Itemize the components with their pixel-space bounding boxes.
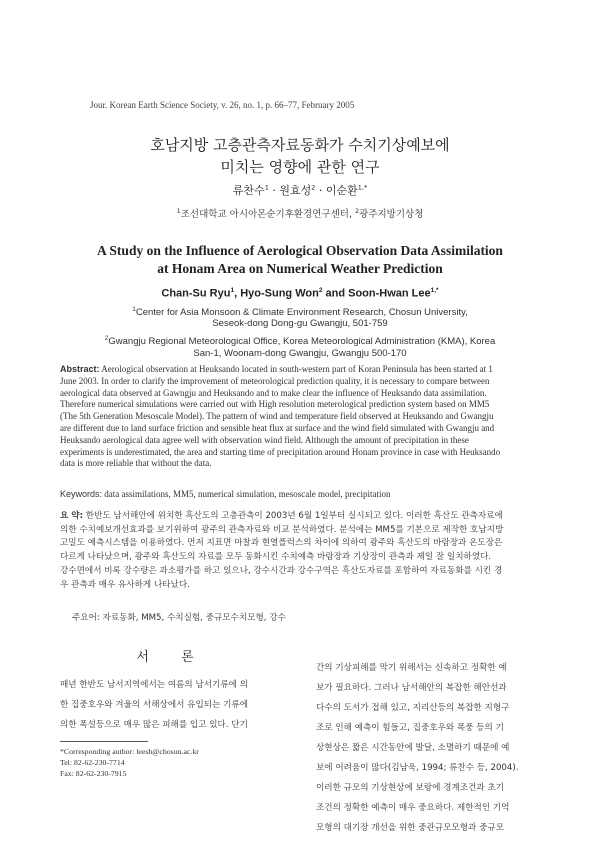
english-affil-1-sup: 1 xyxy=(132,306,136,313)
keywords-text: data assimilations, MM5, numerical simulation, mesoscale model, precipitation xyxy=(102,489,391,499)
body-line: 간의 기상피해를 막기 위해서는 신속하고 정확한 예 xyxy=(316,663,507,673)
ko-abstract-line: 강수면에서 비록 강수량은 과소평가를 하고 있으나, 강수시간과 강수구역은 흑산도자료를 포함하여 자료동화를 시킨 경 xyxy=(60,565,503,576)
english-author-3: Soon-Hwan Lee xyxy=(348,287,431,300)
english-author-2-sup: 2 xyxy=(318,287,323,294)
ko-abstract-line: 의한 수치예보개선효과를 보기위하여 광주의 관측자료와 비교 분석하였다. 분석에는 MM5를 기본으로 제작한 호남지방 xyxy=(60,524,504,535)
ko-abstract-text: 한반도 남서해안에 위치한 흑산도의 고층관측이 2003년 6월 1일부터 실시되고 있다. 이러한 흑산도 관측자료에 xyxy=(83,511,503,521)
english-affil-line-4 xyxy=(0,347,600,361)
body-line: 매년 한반도 남서지역에서는 여름의 남서기류에 의 xyxy=(60,680,248,690)
body-line: 조로 인해 예측이 힘들고, 집중호우와 폭풍 등의 기 xyxy=(316,723,504,733)
abstract-line: June 2003. In order to clarify the improvement of meteorological prediction quality, it is necessary to compare between xyxy=(60,375,490,386)
journal-citation: Jour. Korean Earth Science Society, v. 26, no. 1, p. 66–77, February 2005 xyxy=(90,100,355,110)
body-line: 모형의 대기장 개선을 위한 중관규모모형과 중규모 xyxy=(316,823,504,833)
english-keywords xyxy=(60,489,546,499)
body-line: 보에 어려움이 많다(김남욱, 1994; 류찬수 등, 2004). xyxy=(316,763,519,773)
abstract-line: data is more reliable that without the data. xyxy=(60,458,212,469)
korean-author-3: 이순환 xyxy=(325,184,358,197)
corresponding-author: *Corresponding author: leesh@chosun.ac.kr xyxy=(60,747,199,756)
author-comma: , xyxy=(234,287,241,300)
abstract-line: Heuksando aerological data agree well with observation wind field. Although the amount of precipitation in these xyxy=(60,434,469,445)
korean-authors xyxy=(0,182,600,198)
ko-abstract-line: 우 관측과 매우 유사하게 나타났다. xyxy=(60,579,190,590)
english-affil-2-text: Seseok-dong Dong-gu Gwangju, 501-759 xyxy=(212,318,388,329)
body-left-column xyxy=(60,675,284,735)
korean-author-2-sup: 2 xyxy=(311,183,316,192)
english-title-line-2: at Honam Area on Numerical Weather Prediction xyxy=(157,261,443,276)
english-affil-3-text: Gwangju Regional Meteorological Office, Korea Meteorological Administration (KMA), Korea xyxy=(108,336,496,348)
korean-title-line-2: 미치는 영향에 관한 연구 xyxy=(220,158,380,176)
korean-title-line-1: 호남지방 고층관측자료동화가 수치기상예보에 xyxy=(150,136,450,154)
abstract-line xyxy=(60,364,546,376)
abstract-label: Abstract: xyxy=(60,364,100,374)
korean-author-1-sup: 1 xyxy=(264,183,269,192)
korean-author-2: 원효성 xyxy=(279,184,312,197)
body-line: 보가 필요하다. 그러나 남서해안의 복잡한 해안선과 xyxy=(316,683,507,693)
english-author-2: Hyo-Sung Won xyxy=(240,287,319,300)
ko-abstract-line: 고밀도 예측시스템을 이용하였다. 먼저 지표면 마찰과 현열플럭스의 차이에 의하여 광주와 흑산도의 바람장과 온도장은 xyxy=(60,538,503,549)
english-affil-3-sup: 2 xyxy=(104,335,109,342)
english-affil-line-2 xyxy=(0,317,600,331)
abstract-line: are different due to land surface friction and sensible heat flux at surface and the wind field simulated with Gwangju and xyxy=(60,422,495,433)
footnote xyxy=(60,746,199,779)
korean-author-3-sup: 1,* xyxy=(357,183,368,192)
body-line: 상현상은 짧은 시간동안에 발달, 소멸하기 때문에 예 xyxy=(316,743,510,753)
ko-keywords-text: 자료동화, MM5, 수치실험, 중규모수치모형, 강수 xyxy=(99,613,286,623)
korean-affil-2-sup: 2 xyxy=(355,206,360,215)
author-separator: · xyxy=(315,184,326,197)
korean-author-1: 류찬수 xyxy=(232,184,265,197)
telephone: Tel: 82-62-230-7714 xyxy=(60,758,125,767)
abstract-line: experiments is underestimated, the area and starting time of precipitation around Honam province in case with Heuksando xyxy=(60,446,501,457)
english-author-1-sup: 1 xyxy=(230,287,235,294)
ko-abstract-line xyxy=(60,510,546,524)
keywords-label: Keywords: xyxy=(60,489,103,499)
body-line: 다수의 도서가 접해 있고, 지리산등의 복잡한 지형구 xyxy=(316,703,510,713)
korean-abstract xyxy=(60,510,546,592)
ko-keywords-label: 주요어: xyxy=(72,613,100,623)
english-abstract xyxy=(60,364,546,470)
body-line: 한 집중호우와 겨울의 서해상에서 유입되는 기류에 xyxy=(60,700,248,710)
fax: Fax: 82-62-230-7915 xyxy=(60,769,127,778)
english-affil-1-text: Center for Asia Monsoon & Climate Environment Research, Chosun University, xyxy=(135,307,468,319)
body-right-column xyxy=(316,658,546,838)
body-line: 의한 폭설등으로 매우 많은 피해를 입고 있다. 단기 xyxy=(60,720,248,730)
english-affil-4-text: San-1, Woonam-dong Gwangju, Gwangju 500-170 xyxy=(193,348,407,359)
abstract-line: (The 5th Generation Mesoscale Model). The pattern of wind and temperature field observed at Heuksando and Gwangju xyxy=(60,411,494,422)
korean-affil-2: 광주지방기상청 xyxy=(359,209,424,220)
author-and: and xyxy=(322,287,349,300)
korean-affil-1: 조선대학교 아시아몬순기후환경연구센터, xyxy=(180,209,352,220)
korean-keywords xyxy=(72,611,552,623)
english-author-1: Chan-Su Ryu xyxy=(161,287,231,300)
ko-abstract-line: 다르게 나타났으며, 광주와 흑산도의 자료를 모두 동화시킨 수치예측 바람장과 기상장이 관측과 제일 잘 일치하였다. xyxy=(60,552,492,563)
ko-abstract-label: 요 약: xyxy=(60,511,84,521)
english-author-3-sup: 1,* xyxy=(430,287,439,294)
body-line: 이러한 규모의 기상현상에 보랑에 경계조건과 초기 xyxy=(316,783,504,793)
author-separator: · xyxy=(268,184,280,197)
english-title-line-1: A Study on the Influence of Aerological Observation Data Assimilation xyxy=(97,243,503,258)
abstract-line: Therefore numerical simulations were carried out with High resolution meterological prediction system based on MM5 xyxy=(60,399,490,410)
footnote-divider xyxy=(60,741,148,742)
section-title-introduction: 서 론 xyxy=(136,650,208,665)
abstract-line: aerological data observed at Gawngju and Heuksando and to make clear the influence of Heuksando data assimilation. xyxy=(60,387,487,398)
english-authors xyxy=(0,287,600,300)
abstract-text: Aerological observation at Heuksando located in south-western part of Koran Peninsula has been started at 1 xyxy=(99,364,493,374)
body-line: 조건의 정확한 예측이 매우 중요하다. 제한적인 기억 xyxy=(316,803,510,813)
korean-affiliations xyxy=(0,206,600,220)
korean-affil-1-sup: 1 xyxy=(176,206,181,215)
